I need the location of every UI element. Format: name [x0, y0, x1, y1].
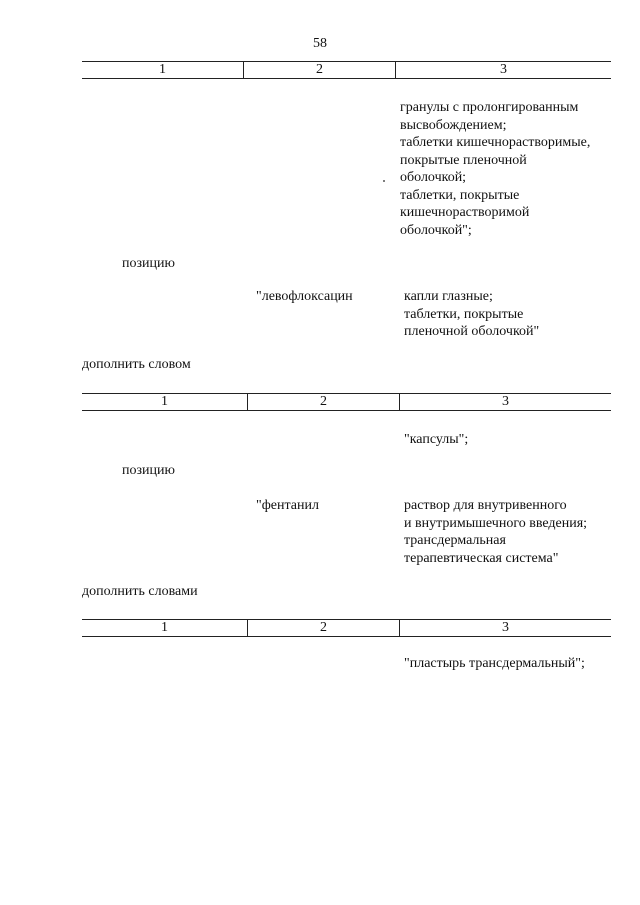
- page-number: 58: [313, 36, 327, 51]
- column-header-2: 2: [248, 394, 400, 410]
- column-header-2: 2: [248, 620, 400, 636]
- column-header-3: 3: [500, 62, 507, 77]
- dosage-forms-fentanyl: раствор для внутривенного и внутримышечного введения; трансдермальная терапевтическая система": [404, 498, 588, 566]
- dosage-forms-levofloxacin: капли глазные; таблетки, покрытые пленочной оболочкой": [404, 289, 540, 339]
- drug-name-levofloxacin: "левофлоксацин: [256, 289, 353, 304]
- column-header-1: 1: [82, 394, 248, 410]
- position-label-2: позицию: [122, 463, 175, 478]
- table-header-3: [82, 619, 611, 637]
- dosage-forms-block-1: гранулы с пролонгированным высвобождением; таблетки кишечнорастворимые, покрытые пленочной оболочкой; таблетки, покрытые кишечнорастворимой оболочкой";: [400, 100, 591, 238]
- drug-name-fentanyl: "фентанил: [256, 498, 319, 513]
- column-header-3: 3: [502, 620, 509, 635]
- column-header-1: 1: [82, 620, 248, 636]
- instruction-add-word: дополнить словом: [82, 357, 191, 372]
- table-header-2: [82, 393, 611, 411]
- instruction-add-words: дополнить словами: [82, 584, 198, 599]
- column-header-3: 3: [502, 394, 509, 409]
- position-label-1: позицию: [122, 256, 175, 271]
- column-header-2: 2: [244, 62, 396, 78]
- table-header-1: [82, 61, 611, 79]
- scan-speck: [383, 180, 385, 182]
- dosage-forms-block-2: "капсулы";: [404, 432, 469, 447]
- dosage-forms-block-3: "пластырь трансдермальный";: [404, 656, 585, 671]
- column-header-1: 1: [82, 62, 244, 78]
